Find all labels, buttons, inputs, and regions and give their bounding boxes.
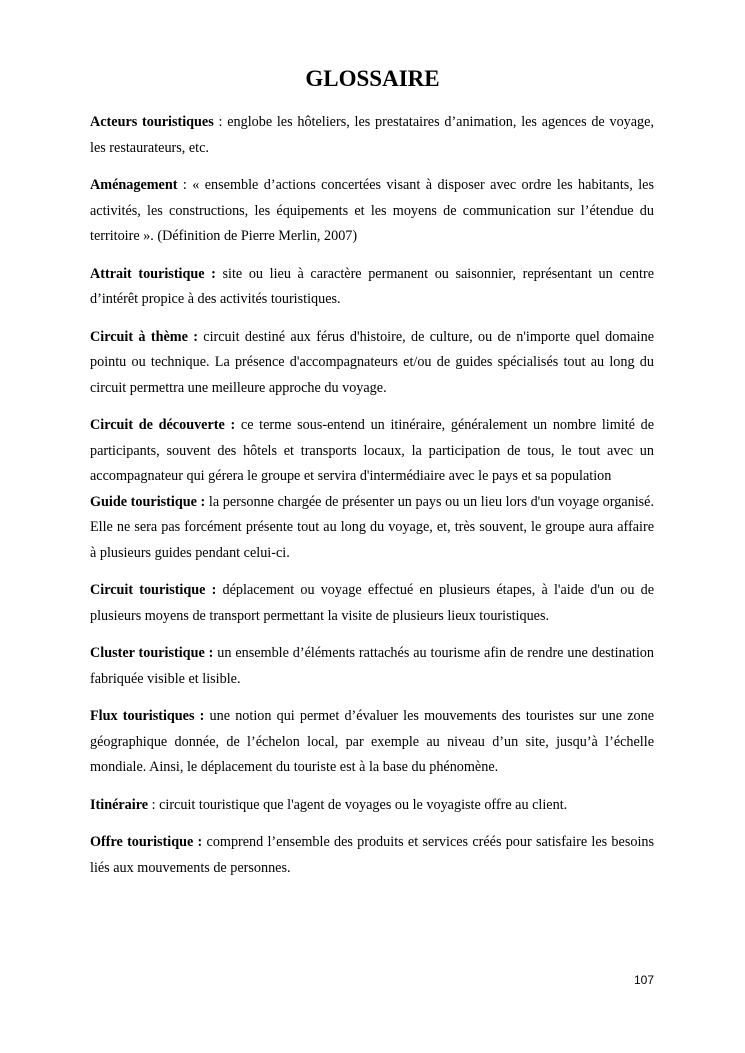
glossary-term: Circuit de découverte : xyxy=(90,417,236,433)
glossary-definition: circuit touristique que l'agent de voyages ou le voyagiste offre au client. xyxy=(159,796,568,813)
glossary-definition: ce terme sous-entend un itinéraire, généralement un nombre limité de participants, souvent des hôtels et transports locaux, la participation de tous, le tout avec un accompagnateur qui gérera le groupe et servira d'intermédiaire avec le pays et sa population xyxy=(90,417,654,484)
glossary-entry-cluster-touristique xyxy=(90,641,654,692)
page-number: 107 xyxy=(633,973,654,987)
glossary-term: Circuit à thème : xyxy=(90,328,198,345)
glossary-definition: comprend l’ensemble des produits et services créés pour satisfaire les besoins liés aux mouvements de personnes. xyxy=(90,834,654,876)
glossary-term: Offre touristique : xyxy=(90,834,203,850)
page-title: GLOSSAIRE xyxy=(305,66,440,91)
glossary-separator: : xyxy=(213,114,228,130)
glossary-separator: : xyxy=(148,796,160,813)
glossary-term: Attrait touristique : xyxy=(90,265,216,282)
glossary-entry-flux-touristiques xyxy=(90,704,654,781)
glossary-definition: la personne chargée de présenter un pays ou un lieu lors d'un voyage organisé. Elle ne sera pas forcément présente tout au long du voyage, et, très souvent, le groupe aura affaire à plusieurs guides pendant celui-ci. xyxy=(90,493,655,561)
glossary-entry-attrait-touristique xyxy=(90,262,654,313)
glossary-definition: « ensemble d’actions concertées visant à disposer avec ordre les habitants, les activités, les constructions, les équipements et les moyens de communication sur l’étendue du territoire ». (Définition de Pierre Merlin, 2007) xyxy=(90,177,655,244)
glossary-entry-amenagement xyxy=(90,173,654,250)
glossary-definition: un ensemble d’éléments rattachés au tourisme afin de rendre une destination fabriquée visible et lisible. xyxy=(90,645,654,687)
glossary-entry-itineraire xyxy=(90,793,654,819)
glossary-term: Acteurs touristiques xyxy=(90,114,214,130)
glossary-entry-circuit-a-theme xyxy=(90,325,654,402)
glossary-term: Flux touristiques : xyxy=(90,708,205,724)
glossary-definition: site ou lieu à caractère permanent ou saisonnier, représentant un centre d’intérêt propice à des activités touristiques. xyxy=(90,265,654,307)
glossary-term: Aménagement xyxy=(90,177,178,193)
glossary-entry-offre-touristique xyxy=(90,830,654,881)
glossary-body xyxy=(90,110,654,893)
glossary-term: Guide touristique : xyxy=(90,493,206,510)
glossary-term: Cluster touristique : xyxy=(90,645,214,661)
glossary-entry-circuit-touristique xyxy=(90,578,654,629)
glossary-definition: circuit destiné aux férus d'histoire, de culture, ou de n'importe quel domaine pointu ou technique. La présence d'accompagnateurs et/ou de guides spécialisés tout au long du circuit permettra une meilleure approche du voyage. xyxy=(90,328,654,396)
glossary-separator xyxy=(216,266,223,282)
glossary-separator: : xyxy=(177,177,193,193)
glossary-term: Circuit touristique : xyxy=(90,582,217,598)
glossary-definition: déplacement ou voyage effectué en plusieurs étapes, à l'aide d'un ou de plusieurs moyens de transport permettant la visite de plusieurs lieux touristiques. xyxy=(90,582,654,624)
glossary-definition: une notion qui permet d’évaluer les mouvements des touristes sur une zone géographique donnée, de l’échelon local, par exemple au niveau d’un site, jusqu’à l’échelle mondiale. Ainsi, le déplacement du touriste est à la base du phénomène. xyxy=(90,708,654,775)
glossary-definition: englobe les hôteliers, les prestataires d’animation, les agences de voyage, les restaurateurs, etc. xyxy=(90,114,654,156)
glossary-entry-acteurs-touristiques xyxy=(90,110,654,161)
glossary-entry-guide-touristique xyxy=(90,490,654,567)
glossary-entry-circuit-de-decouverte xyxy=(90,413,654,490)
glossary-term: Itinéraire xyxy=(90,796,149,813)
